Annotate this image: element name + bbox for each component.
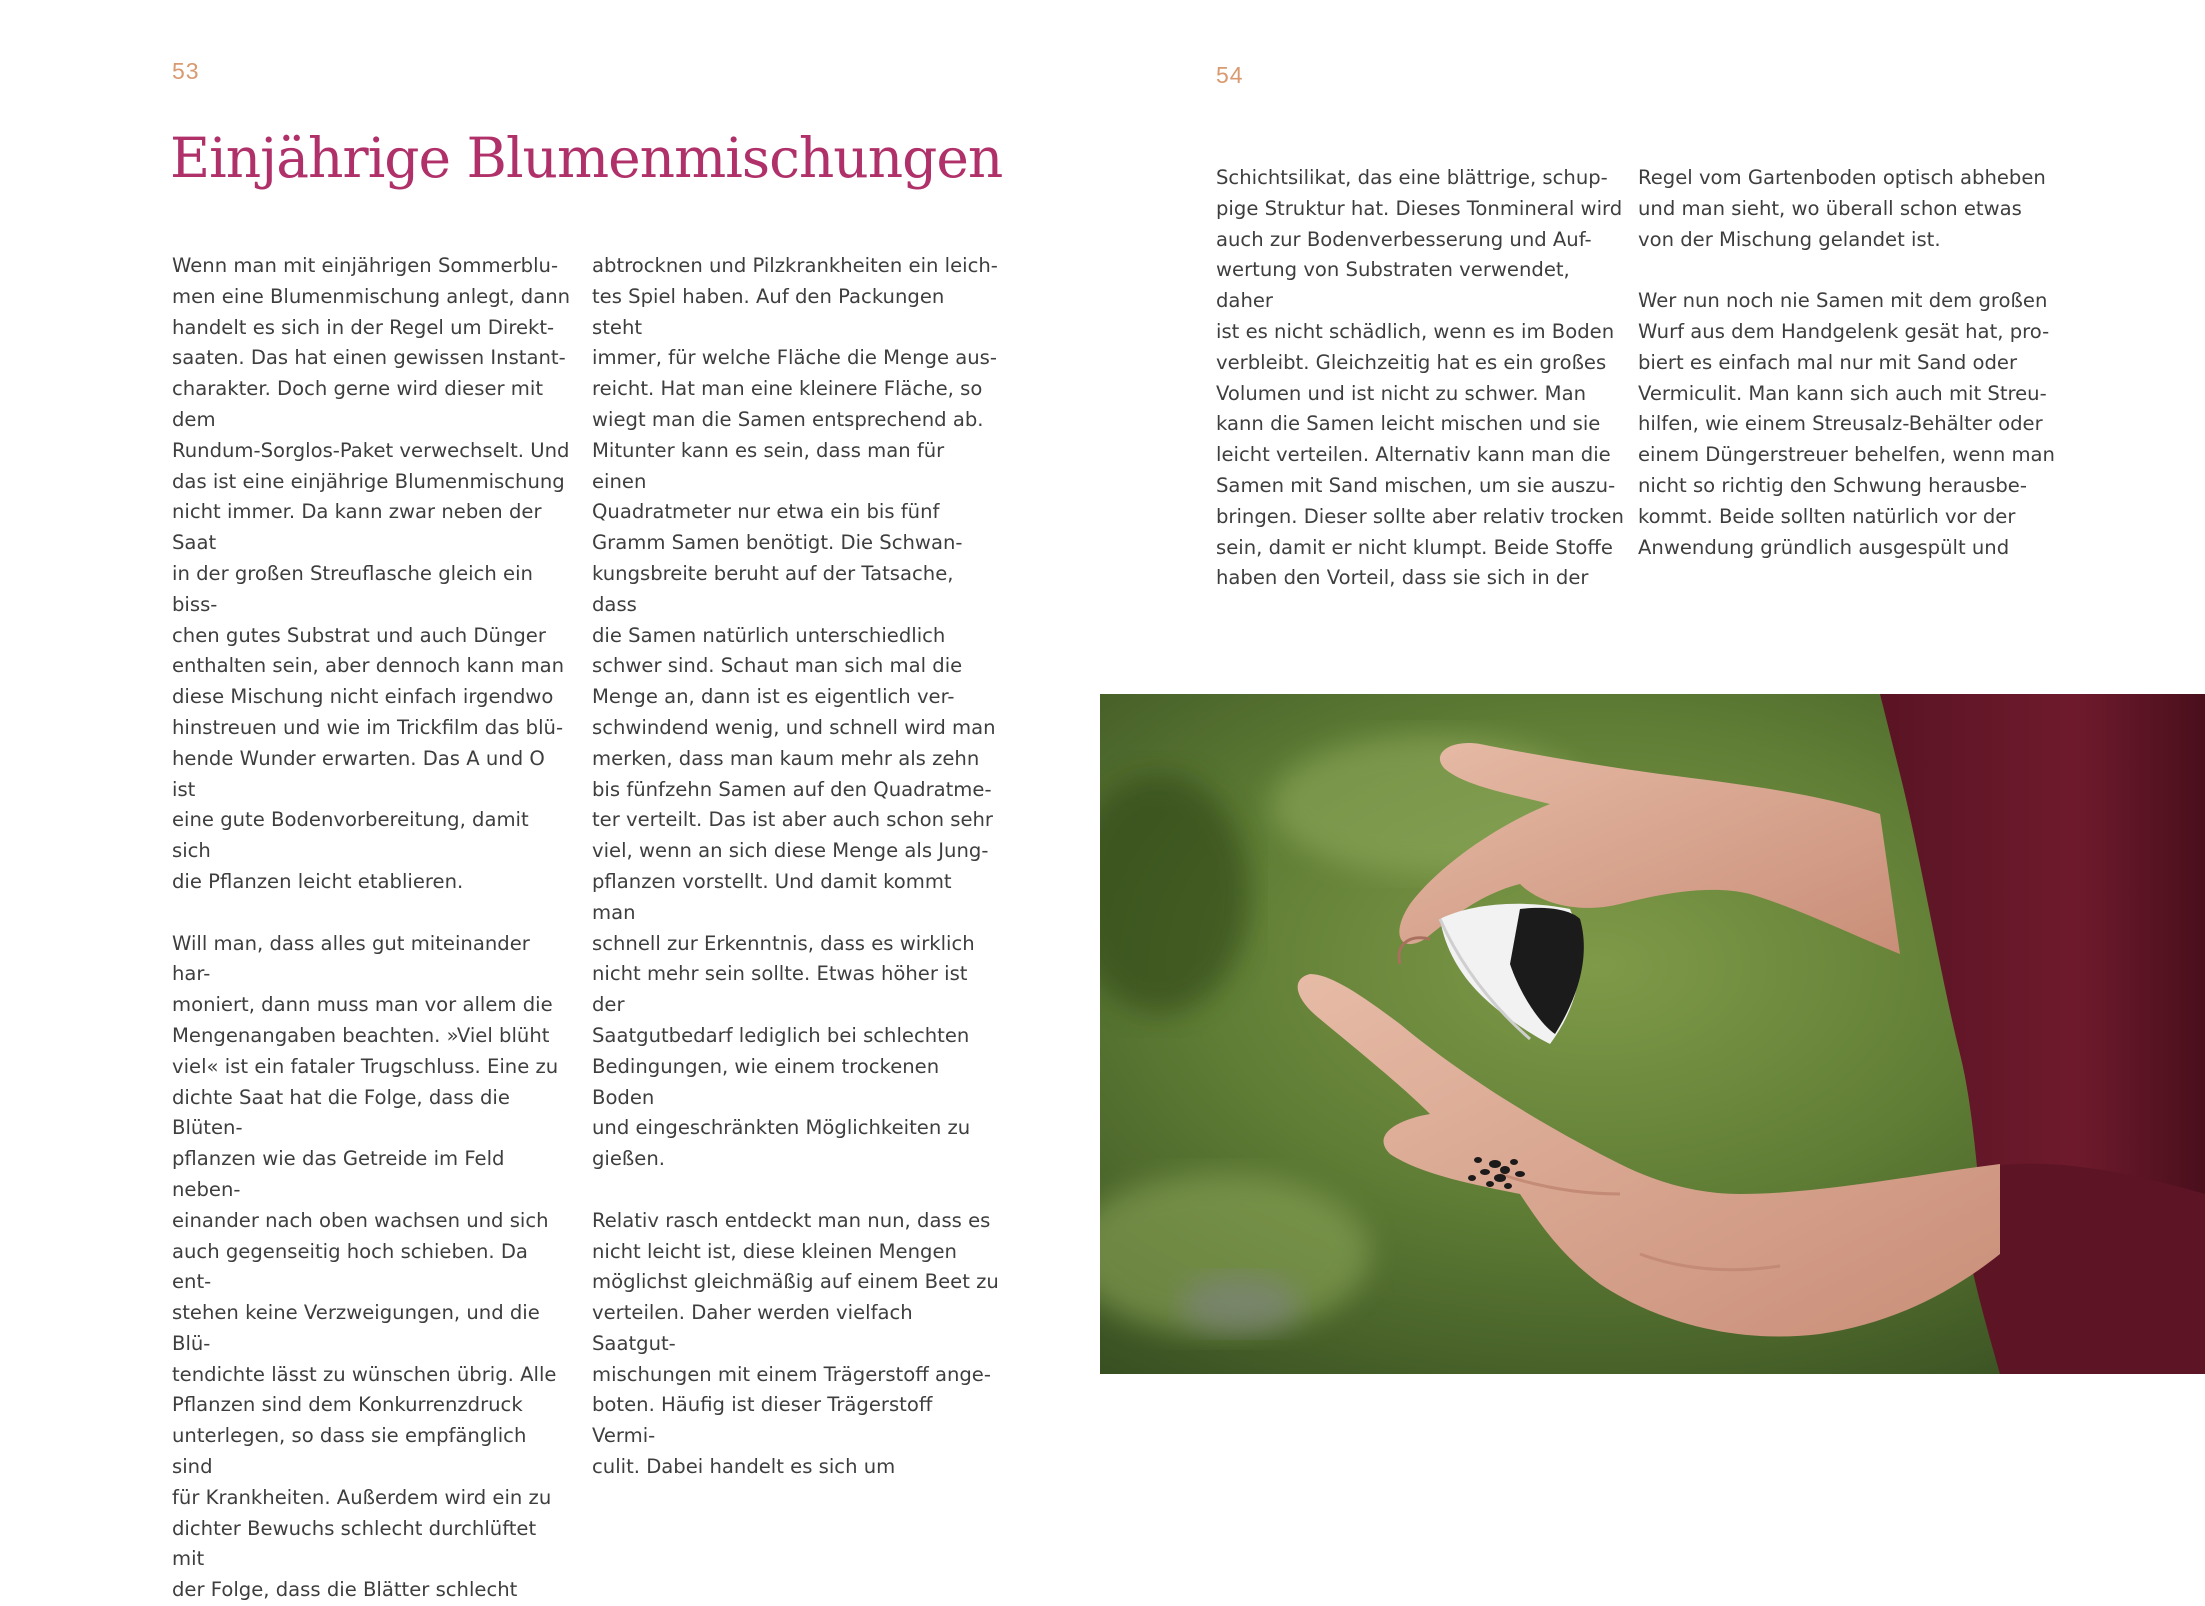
paragraph: Will man, dass alles gut miteinander har- moniert, dann muss man vor allem die Mengenangaben beachten. »Viel blüht viel« ist ein fataler Trugschluss. Eine zu dichte Saat hat die Folge, dass die Blüten- pflanzen wie das Getreide im Feld neben- einander nach oben wachsen und sich auch gegenseitig hoch schieben. Da ent- stehen keine Verzweigungen, und die Blü- tendichte lässt zu wünschen übrig. Alle Pflanzen sind dem Konkurrenzdruck unterlegen, so dass sie empfänglich sind für Krankheiten. Außerdem wird ein zu dichter Bewuchs schlecht durchlüftet mit der Folge, dass die Blätter schlecht — [172, 931, 559, 1602]
text-column-4 — [1638, 163, 2058, 563]
paragraph: Schichtsilikat, das eine blättrige, schup- pige Struktur hat. Dieses Tonmineral wird auch zur Bodenverbesserung und Auf- wertung von Substraten verwendet, daher ist es nicht schädlich, wenn es im Boden verbleibt. Gleichzeitig hat es ein großes Volumen und ist nicht zu schwer. Man kann die Samen leicht mischen und sie leicht verteilen. Alternativ kann man die Samen mit Sand mischen, um sie auszu- bringen. Dieser sollte aber relativ trocken sein, damit er nicht klumpt. Beide Stoffe haben den Vorteil, dass sie sich in der — [1216, 166, 1624, 590]
page-number-left: 53 — [172, 58, 200, 84]
photo-hands-sowing-seeds — [1100, 694, 2205, 1374]
paragraph: abtrocknen und Pilzkrankheiten ein leich- tes Spiel haben. Auf den Packungen steht immer, für welche Fläche die Menge aus- reicht. Hat man eine kleinere Fläche, so wiegt man die Samen entsprechend ab. Mitunter kann es sein, dass man für einen Quadratmeter nur etwa ein bis fünf Gramm Samen benötigt. Die Schwan- kungsbreite beruht auf der Tatsache, dass die Samen natürlich unterschiedlich schwer sind. Schaut man sich mal die Menge an, dann ist es eigentlich ver- schwindend wenig, und schnell wird man merken, dass man kaum mehr als zehn bis fünfzehn Samen auf den Quadratme- ter verteilt. Das ist aber auch schon sehr viel, wenn an sich diese Menge als Jung- pflanzen vorstellt. Und damit kommt man schnell zur Erkenntnis, dass es wirklich nicht mehr sein sollte. Etwas höher ist der Saatgutbedarf lediglich bei schlechten Bedingungen, wie einem trockenen Boden und eingeschränkten Möglichkeiten zu gießen. — [592, 254, 998, 1171]
paragraph: Regel vom Gartenboden optisch abheben und man sieht, wo überall schon etwas von der Mischung gelandet ist. — [1638, 166, 2046, 251]
page-number-right: 54 — [1216, 62, 1244, 88]
paragraph: Relativ rasch entdeckt man nun, dass es nicht leicht ist, diese kleinen Mengen möglichst gleichmäßig auf einem Beet zu verteilen. Daher werden vielfach Saatgut- mischungen mit einem Trägerstoff ange- boten. Häufig ist dieser Trägerstoff Vermi- culit. Dabei handelt es sich um — [592, 1208, 999, 1479]
page-title: Einjährige Blumenmischungen — [170, 126, 1003, 190]
text-column-2 — [592, 251, 1000, 1483]
paragraph: Wenn man mit einjährigen Sommerblu- men eine Blumenmischung anlegt, dann handelt es sich in der Regel um Direkt- saaten. Das hat einen gewissen Instant- charakter. Doch gerne wird dieser mit dem Rundum-Sorglos-Paket verwechselt. Und das ist eine einjährige Blumenmischung nicht immer. Da kann zwar neben der Saat in der großen Streuflasche gleich ein biss- chen gutes Substrat und auch Dünger enthalten sein, aber dennoch kann man diese Mischung nicht einfach irgendwo hinstreuen und wie im Trickfilm das blü- hende Wunder erwarten. Das A und O ist eine gute Bodenvorbereitung, damit sich die Pflanzen leicht etablieren. — [172, 254, 571, 893]
text-column-1 — [172, 251, 572, 1606]
text-column-3 — [1216, 163, 1624, 594]
paragraph: Wer nun noch nie Samen mit dem großen Wurf aus dem Handgelenk gesät hat, pro- biert es einfach mal nur mit Sand oder Vermiculit. Man kann sich auch mit Streu- hilfen, wie einem Streusalz-Behälter oder einem Düngerstreuer behelfen, wenn man nicht so richtig den Schwung herausbe- kommt. Beide sollten natürlich vor der Anwendung gründlich ausgespült und — [1638, 289, 2055, 559]
